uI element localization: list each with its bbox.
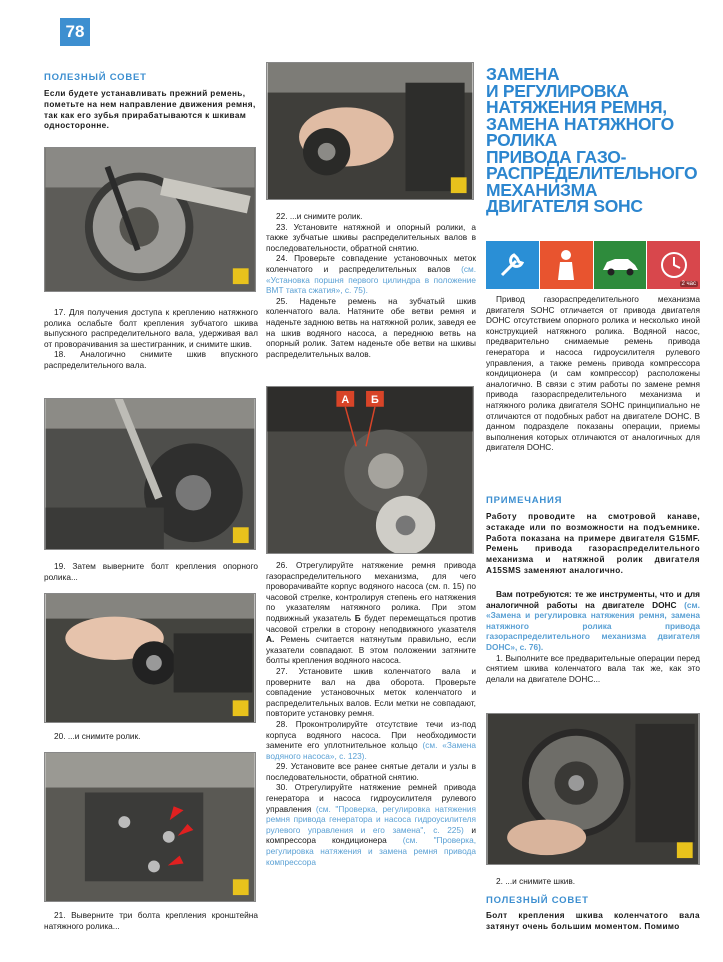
section-title bbox=[486, 66, 706, 215]
title-line: МЕХАНИЗМА bbox=[486, 179, 598, 200]
step-24-text: 24. Проверьте совпадение установочных меток коленчатого и распределительных валов bbox=[266, 253, 476, 274]
car-icon bbox=[594, 241, 647, 289]
bracket-bolts-image bbox=[45, 753, 255, 901]
step-20-block bbox=[44, 731, 258, 742]
photo-roller-removed bbox=[266, 62, 474, 200]
step-25: 25. Наденьте ремень на зубчатый шкив коленчатого вала. Натяните обе ветви ремня и наденьте заднюю ветвь на натяжной ролик, заведя ее на шкив водяного насоса, а переднюю ветвь на опорный ролик. Затем наденьте обе ветви на шкивы распределительных валов. bbox=[266, 295, 476, 359]
step-2: 2. ...и снимите шкив. bbox=[496, 876, 576, 886]
step-24 bbox=[266, 253, 476, 295]
tools-needed-reference: (см. «Замена и регулировка натяжения ремня, замена натяжного ролика привода газораспределительного механизма двигателя DOHC», с. 76). bbox=[486, 599, 700, 652]
title-line: И РЕГУЛИРОВКА bbox=[486, 80, 629, 101]
photo-tension-indicators bbox=[266, 386, 474, 554]
photo-bracket-bolts bbox=[44, 752, 256, 902]
photo-remove-roller bbox=[44, 593, 256, 723]
step-28-reference: (см. «Замена водяного насоса», с. 123). bbox=[266, 740, 476, 761]
notes-heading: ПРИМЕЧАНИЯ bbox=[486, 495, 563, 506]
difficulty-icon-bar bbox=[486, 241, 700, 289]
step-30-text-a: 30. Отрегулируйте натяжение ремней привода генератора и насоса гидроусилителя рулевого управления bbox=[266, 782, 476, 814]
tip-text: Если будете устанавливать прежний ремень, пометьте на нем направление движения ремня, так как его зубья прирабатываются к шкивам односторонне. bbox=[44, 89, 256, 131]
crankshaft-pulley-image bbox=[487, 714, 699, 864]
step-19-block bbox=[44, 561, 258, 582]
title-line: ЗАМЕНА bbox=[486, 64, 560, 84]
tip-heading: ПОЛЕЗНЫЙ СОВЕТ bbox=[44, 72, 147, 83]
title-line: НАТЯЖЕНИЯ РЕМНЯ, bbox=[486, 97, 667, 117]
label-a: А bbox=[341, 393, 350, 406]
step-30-reference-1: (см. "Проверка, регулировка натяжения ремня привода генератора и насоса гидроусилителя рулевого управления и его замена", с. 225) bbox=[266, 803, 476, 835]
notes-block bbox=[486, 495, 700, 577]
tip-text-2: Болт крепления шкива коленчатого вала затянут очень большим моментом. Помимо bbox=[486, 911, 700, 931]
notes-text: Работу проводите на смотровой канаве, эстакаде или по возможности на подъемнике. Работа показана на примере двигателя G15MF. Ремень привода газораспределительного механизма и натяжной ролик двигателя A15SMS заменяют аналогично. bbox=[486, 512, 700, 575]
title-line: РАСПРЕДЕЛИТЕЛЬНОГО bbox=[486, 163, 698, 183]
label-b: Б bbox=[371, 393, 379, 406]
title-line: ДВИГАТЕЛЯ SOHC bbox=[486, 196, 643, 216]
page-number: 78 bbox=[60, 18, 90, 46]
step-2-block bbox=[486, 876, 700, 887]
step-28-text: 28. Проконтролируйте отсутствие течи из-под корпуса водяного насоса. При необходимости замените его уплотнительное кольцо bbox=[266, 718, 476, 751]
intro-block bbox=[486, 294, 700, 453]
step-28 bbox=[266, 719, 476, 761]
support-roller-bolt-image bbox=[45, 399, 255, 549]
tip-block-1 bbox=[44, 72, 258, 132]
step-20: 20. ...и снимите ролик. bbox=[54, 731, 141, 741]
step-21-block bbox=[44, 910, 258, 931]
roller-removed-image bbox=[267, 63, 473, 199]
title-line: ПРИВОДА ГАЗО- bbox=[486, 146, 627, 167]
mechanic-icon bbox=[540, 241, 593, 289]
step-29: 29. Установите все ранее снятые детали и узлы в последовательности, обратной снятию. bbox=[266, 761, 476, 782]
step-26-text-b: будет перемещаться против часовой стрелки в сторону неподвижного указателя bbox=[266, 612, 477, 634]
tip-heading-2: ПОЛЕЗНЫЙ СОВЕТ bbox=[486, 895, 589, 906]
step-23: 23. Установите натяжной и опорный ролики, а также зубчатые шкивы распределительных валов в последовательности, обратной снятию. bbox=[266, 221, 476, 253]
tools-needed-text: Вам потребуются: те же инструменты, что и для аналогичной работы на двигателе DOHC bbox=[486, 589, 700, 610]
steps-17-18 bbox=[44, 307, 258, 371]
title-line: ЗАМЕНА НАТЯЖНОГО bbox=[486, 113, 674, 134]
step-19: 19. Затем выверните болт крепления опорного ролика... bbox=[44, 561, 258, 582]
step-30-text-b: и компрессора кондиционера bbox=[266, 824, 476, 846]
photo-support-roller-bolt bbox=[44, 398, 256, 550]
clock-icon bbox=[647, 241, 700, 289]
step-1: 1. Выполните все предварительные операции перед снятием шкива коленчатого вала так же, как это делали на двигателе DOHC... bbox=[486, 652, 700, 684]
step-18: 18. Аналогично снимите шкив впускного распределительного вала. bbox=[44, 349, 258, 370]
step-26 bbox=[266, 560, 476, 666]
step-26-text-a: 26. Отрегулируйте натяжение ремня привода газораспределительного механизма, для чего проворачивайте корпус водяного насоса (см. п. 15) по часовой стрелке, контролируя степень его натяжения по указателям натяжного ролика. При этом подвижный указатель bbox=[266, 560, 476, 623]
step-30-reference-2: (см. "Проверка, регулировка натяжения и замена ремня привода компрессора bbox=[266, 835, 476, 867]
remove-roller-image bbox=[45, 594, 255, 722]
title-line: РОЛИКА bbox=[486, 130, 557, 150]
tension-indicators-image bbox=[267, 387, 473, 553]
pointer-a: А. bbox=[266, 634, 275, 645]
tools-needed bbox=[486, 589, 700, 653]
time-badge: 2 час bbox=[681, 281, 696, 287]
tip-block-2 bbox=[486, 895, 700, 933]
step-30 bbox=[266, 782, 476, 867]
intro-text: Привод газораспределительного механизма двигателя SOHC отличается от привода двигателя DOHC отсутствием опорного ролика и несколько иной конструкцией натяжного ролика. Водяной насос, предварительно снимаемые ремень привода генератора и насоса гидроусилителя рулевого управления, а также ремень привода компрессора кондиционера (и сам компрессор) расположены аналогично. В связи с этим работы по замене ремня привода газораспределительного механизма и натяжного ролика двигателя SOHC принципиально не отличаются от подобных работ на двигателе DOHC. В данном подразделе показаны операции, приемы выполнения которых отличаются от аналогичных для двигателя DOHC. bbox=[486, 294, 700, 453]
pointer-b: Б bbox=[354, 612, 361, 623]
step-17: 17. Для получения доступа к креплению натяжного ролика ослабьте болт крепления зубчатого шкива выпускного распределительного вала, удерживая вал от проворачивания за шестигранник, и снимите шкив. bbox=[44, 307, 258, 349]
step-21: 21. Выверните три болта крепления кронштейна натяжного ролика... bbox=[44, 910, 258, 931]
steps-26-30 bbox=[266, 560, 476, 867]
steps-22-25 bbox=[266, 211, 476, 359]
photo-camshaft-pulley bbox=[44, 147, 256, 292]
step-24-reference: (см. «Установка поршня первого цилиндра в положение ВМТ такта сжатия», с. 75). bbox=[266, 263, 476, 296]
step-26-text-c: Ремень считается натянутым правильно, если указатели совпадают. В этом положении затяните болты крепления водяного насоса. bbox=[266, 634, 476, 666]
step-27: 27. Установите шкив коленчатого вала и проверните вал на два оборота. Проверьте совпадение установочных меток коленчатого и распределительных валов. Если метки не совпадают, повторите установку ремня. bbox=[266, 665, 476, 719]
tools-block bbox=[486, 589, 700, 684]
camshaft-pulley-image bbox=[45, 148, 255, 291]
step-22: 22. ...и снимите ролик. bbox=[276, 211, 363, 221]
photo-crankshaft-pulley bbox=[486, 713, 700, 865]
wrench-icon bbox=[486, 241, 539, 289]
